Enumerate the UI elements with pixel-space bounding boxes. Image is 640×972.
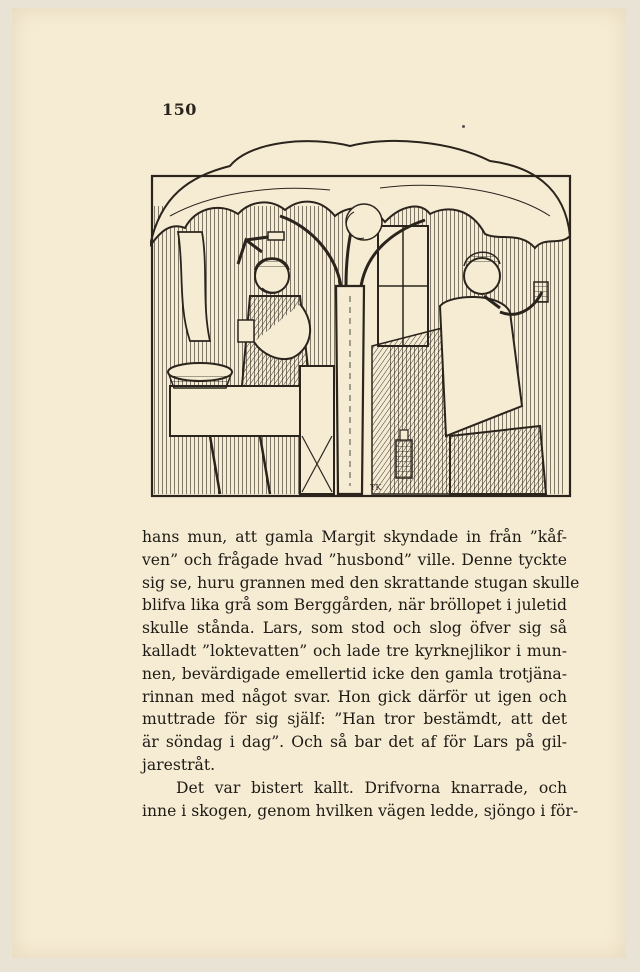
- text-line: sig se, huru grannen med den skrattande stugan skulle: [142, 573, 580, 592]
- text-line: muttrade för sig själf: ”Han tror bestämdt, att det: [142, 710, 567, 729]
- body-text: [142, 526, 580, 822]
- text-line: blifva lika grå som Berggården, när bröllopet i juletid: [142, 596, 567, 615]
- text-line: ven” och frågade hvad ”husbond” ville. Denne tyckte: [142, 550, 567, 569]
- woodcut-illustration: [150, 136, 572, 500]
- text-line: kalladt ”loktevatten” och lade tre kyrknejlikor i mun-: [142, 641, 567, 660]
- text-line: skulle stånda. Lars, som stod och slog öfver sig så: [142, 619, 567, 638]
- illustrator-monogram: TK: [370, 483, 382, 492]
- text-line: jarestråt.: [142, 755, 216, 774]
- book-page: [12, 8, 626, 958]
- text-line: är söndag i dag”. Och så bar det af för Lars på gil-: [142, 733, 567, 752]
- text-line: nen, bevärdigade emellertid icke den gamla trotjäna-: [142, 664, 567, 683]
- text-line: Det var bistert kallt. Drifvorna knarrade, och: [176, 778, 567, 797]
- text-line: hans mun, att gamla Margit skyndade in från ”kåf-: [142, 528, 567, 546]
- page-number: 150: [162, 100, 197, 119]
- text-line: inne i skogen, genom hvilken vägen ledde, sjöngo i för-: [142, 801, 579, 820]
- text-line: rinnan med något svar. Hon gick därför ut igen och: [142, 687, 567, 706]
- ink-speck: [462, 125, 465, 128]
